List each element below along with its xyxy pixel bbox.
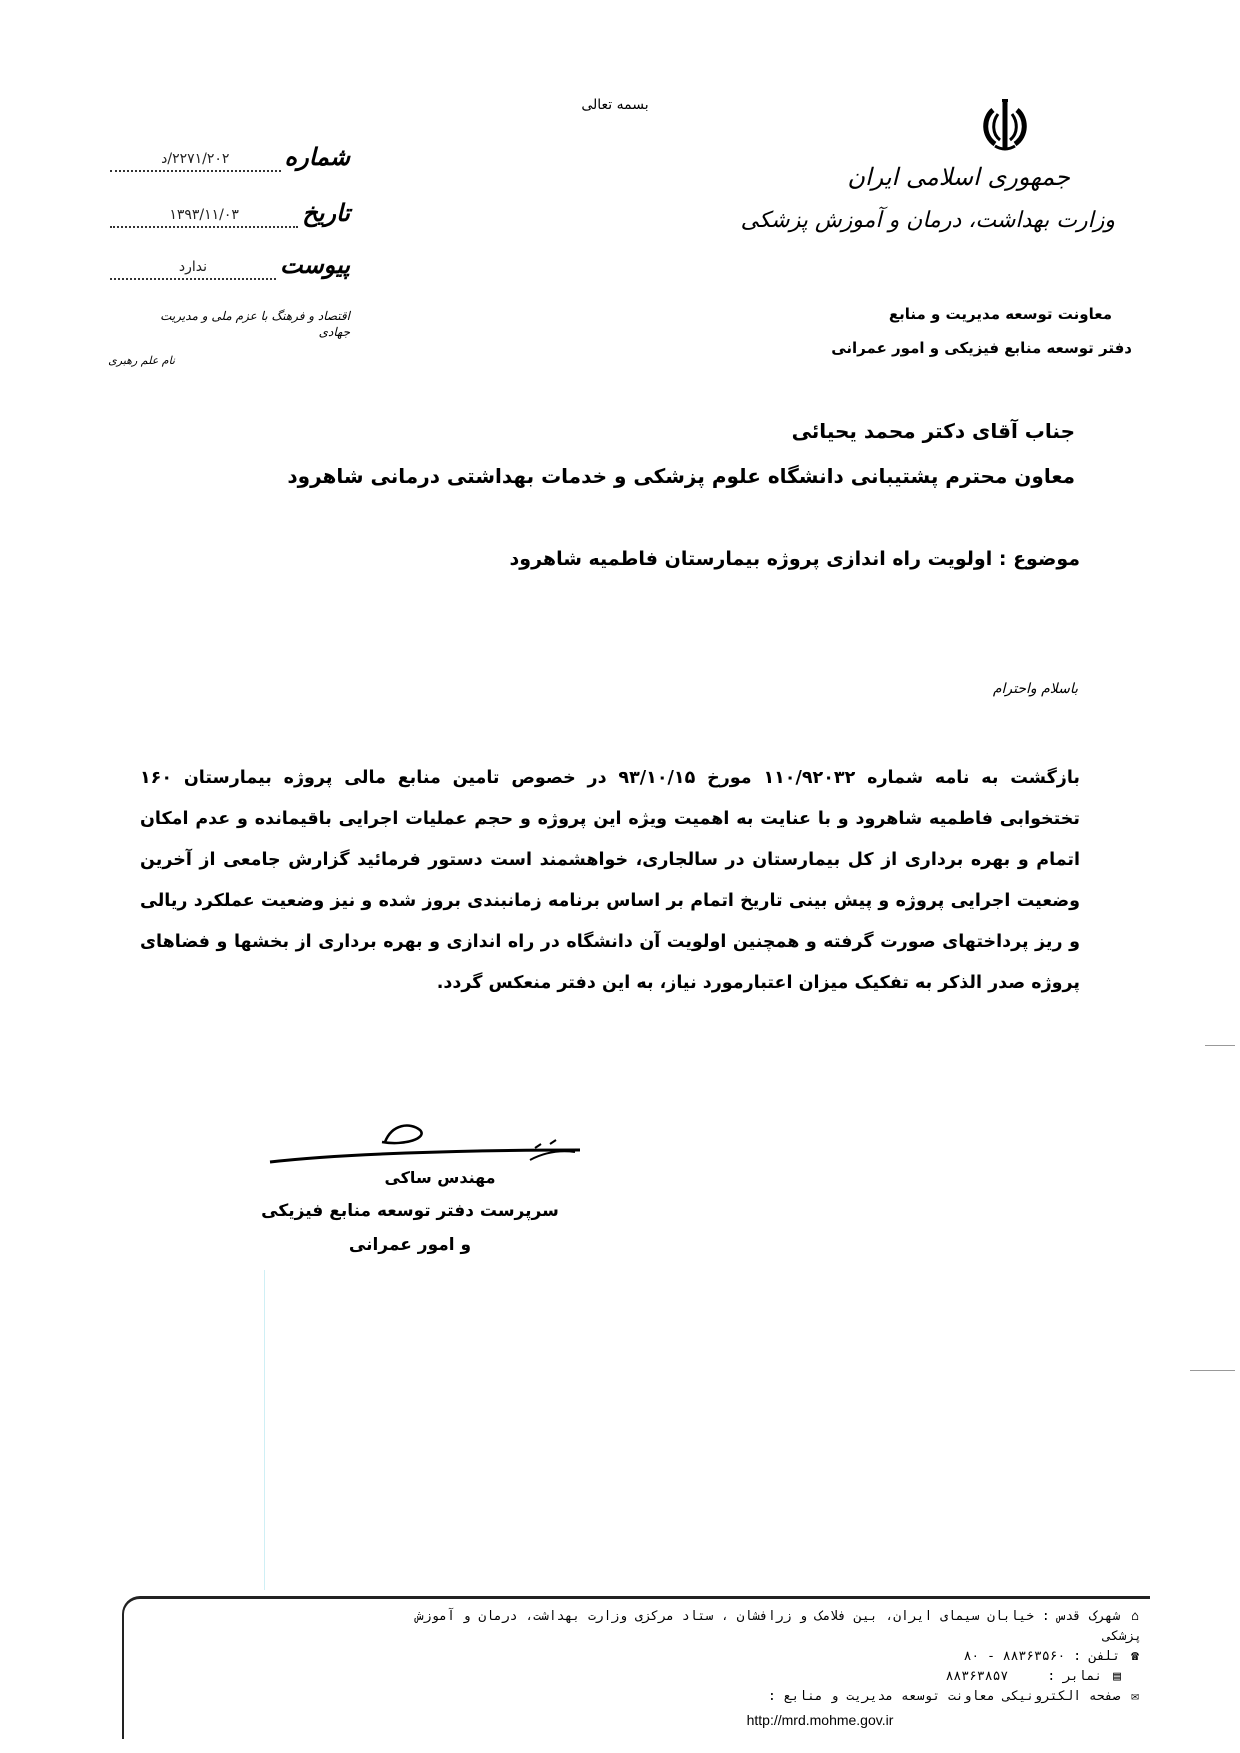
footer-fax-label: نمابر : — [1047, 1669, 1103, 1684]
letter-date-row — [110, 194, 350, 228]
mail-icon: ✉ — [1131, 1689, 1139, 1704]
scan-margin-line — [264, 1270, 265, 1590]
footer-phone-value: ۸۸۳۶۳۵۶۰ - ۸۰ — [963, 1649, 1066, 1664]
letter-date-label: تاریخ — [302, 198, 350, 227]
footer-website-link[interactable]: http://mrd.mohme.gov.ir — [746, 1712, 894, 1728]
footer-phone-line — [132, 1647, 1142, 1667]
salutation: باسلام واحترام — [992, 681, 1078, 697]
footer-address-cont: پزشکی — [1102, 1629, 1142, 1644]
logo-text-ministry: وزارت بهداشت، درمان و آموزش پزشکی — [740, 208, 1115, 233]
handwritten-note: نام علم رهبری — [108, 354, 175, 367]
bismillah-heading: بسمه تعالی — [581, 97, 649, 113]
recipient-title: معاون محترم پشتیبانی دانشگاه علوم پزشکی و خدمات بهداشتی درمانی شاهرود — [287, 464, 1075, 488]
footer-address: شهرک قدس : خیابان سیمای ایران، بین فلامک و زرافشان ، ستاد مرکزی وزارت بهداشت، درمان و آموزش — [415, 1609, 1121, 1624]
fax-icon: ▤ — [1113, 1669, 1121, 1684]
letter-number-label: شماره — [284, 142, 350, 171]
footer-address-cont-line — [132, 1627, 1142, 1647]
letter-attachment-value: ندارد — [110, 258, 276, 280]
letter-number-value: ۲۲۷۱/۲۰۲/د — [110, 150, 281, 172]
letter-subject: موضوع : اولویت راه اندازی پروژه بیمارستان فاطمیه شاهرود — [509, 548, 1080, 570]
department-office: دفتر توسعه منابع فیزیکی و امور عمرانی — [831, 339, 1132, 357]
handwritten-slogan: اقتصاد و فرهنگ با عزم ملی و مدیریت جهادی — [160, 309, 350, 339]
letter-attachment-row — [110, 246, 350, 280]
footer-fax-line — [132, 1667, 1142, 1687]
signatory-name: مهندس ساکی — [384, 1168, 496, 1187]
recipient-name: جناب آقای دکتر محمد یحیائی — [791, 419, 1075, 443]
map-pin-icon: ⌂ — [1131, 1609, 1139, 1624]
footer-web-label: صفحه الکترونیکی معاونت توسعه مدیریت و منابع : — [767, 1689, 1121, 1704]
phone-icon: ☎ — [1131, 1649, 1139, 1664]
letter-date-value: ۱۳۹۳/۱۱/۰۳ — [110, 206, 298, 228]
footer-web-line — [132, 1687, 1142, 1707]
signatory-title: سرپرست دفتر توسعه منابع فیزیکی — [261, 1201, 559, 1221]
scan-edge-mark — [1205, 1045, 1235, 1046]
signature-scribble-icon — [260, 1120, 590, 1170]
scan-edge-mark — [1190, 1370, 1235, 1371]
footer-phone-label: تلفن : — [1073, 1649, 1121, 1664]
footer-fax-value: ۸۸۳۶۳۸۵۷ — [945, 1669, 1009, 1684]
footer-address-line — [132, 1607, 1142, 1627]
signatory-title-cont: و امور عمرانی — [348, 1235, 472, 1255]
letter-body: بازگشت به نامه شماره ۱۱۰/۹۲۰۳۲ مورخ ۹۳/۱۰/۱۵ در خصوص تامین منابع مالی پروژه بیمارستان ۱۶۰ تختخوابی فاطمیه شاهرود و با عنایت به اهمیت ویژه این پروژه و حجم عملیات اجرایی باقیمانده و عدم امکان اتمام و بهره برداری از کل بیمارستان در سالجاری، خواهشمند است دستور فرمائید گزارش جامعی از آخرین وضعیت اجرایی پروژه و پیش بینی تاریخ اتمام بر اساس برنامه زمانبندی بروز شده و نیز وضعیت عملکرد ریالی و ریز پرداختهای صورت گرفته و همچنین اولویت آن دانشگاه در راه اندازی و بهره برداری از بخشها و فضاهای پروژه صدر الذکر به تفکیک میزان اعتبارمورد نیاز، به این دفتر منعکس گردد. — [140, 768, 1081, 993]
department-deputy: معاونت توسعه مدیریت و منابع — [888, 305, 1112, 323]
letterhead-footer — [122, 1596, 1150, 1739]
iran-emblem-icon — [975, 96, 1035, 156]
logo-text-republic: جمهوری اسلامی ایران — [847, 163, 1070, 191]
letter-attachment-label: پیوست — [280, 250, 350, 279]
letter-number-row — [110, 138, 350, 172]
